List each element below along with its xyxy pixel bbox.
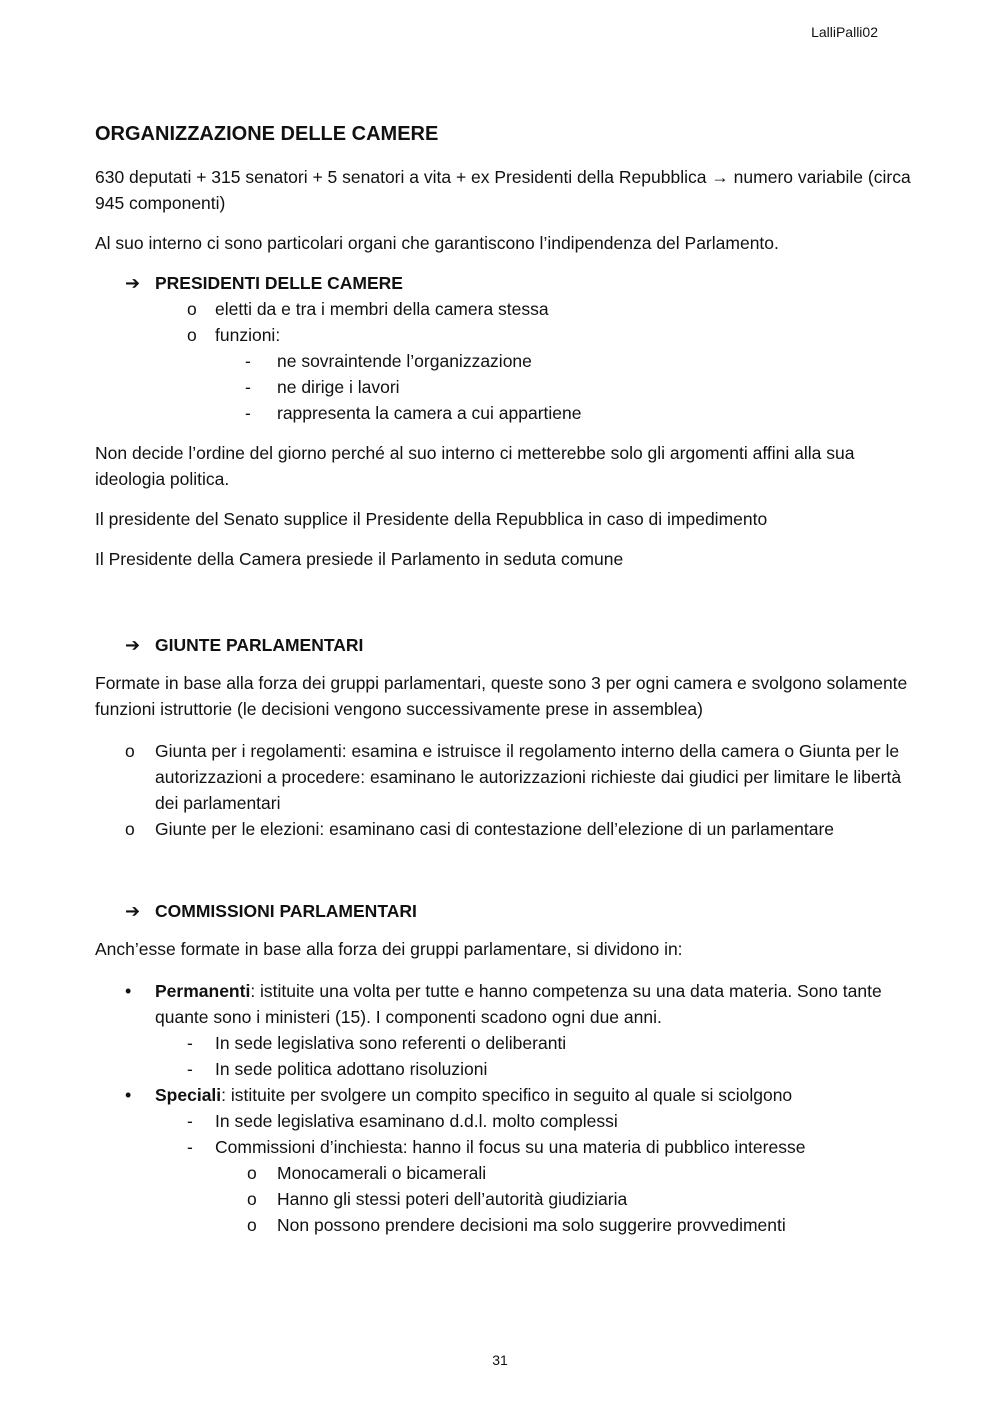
intro-paragraph: 630 deputati + 315 senatori + 5 senatori a vita + ex Presidenti della Repubblica → numero variabile (circa 945 componenti) <box>95 167 911 213</box>
header-tag: LalliPalli02 <box>811 24 878 40</box>
list-item: o eletti da e tra i membri della camera stessa <box>95 296 915 322</box>
list-item: - ne sovraintende l’organizzazione <box>95 348 915 374</box>
list-item: - ne dirige i lavori <box>95 374 915 400</box>
intro-paragraph-2: Al suo interno ci sono particolari organi che garantiscono l’indipendenza del Parlamento. <box>95 233 779 253</box>
dash-bullet-icon: - <box>245 403 251 423</box>
list-item: • Permanenti: istituite una volta per tutte e hanno competenza su una data materia. Sono tante quante sono i ministeri (15). I componenti scadono ogni due anni. <box>95 978 915 1030</box>
list-item: o funzioni: <box>95 322 915 348</box>
section-heading: COMMISSIONI PARLAMENTARI <box>155 901 417 921</box>
paragraph: Formate in base alla forza dei gruppi parlamentari, queste sono 3 per ogni camera e svolgono solamente funzioni istruttorie (le decisioni vengono successivamente prese in assemblea) <box>95 673 908 719</box>
list-item: • Speciali: istituite per svolgere un compito specifico in seguito al quale si sciolgono <box>95 1082 915 1108</box>
section-heading: GIUNTE PARLAMENTARI <box>155 635 364 655</box>
dash-bullet-icon: - <box>187 1111 193 1131</box>
list-item: o Monocamerali o bicamerali <box>95 1160 915 1186</box>
circle-bullet-icon: o <box>247 1163 257 1183</box>
presidenti-list <box>95 296 915 426</box>
dash-bullet-icon: - <box>245 377 251 397</box>
page-number: 31 <box>492 1352 508 1368</box>
section-presidenti <box>125 270 915 296</box>
section-commissioni <box>125 898 915 924</box>
paragraph: Il Presidente della Camera presiede il Parlamento in seduta comune <box>95 549 624 569</box>
circle-bullet-icon: o <box>187 325 197 345</box>
list-item: o Giunta per i regolamenti: esamina e istruisce il regolamento interno della camera o Giunta per le autorizzazioni a procedere: esaminano le autorizzazioni richieste dai giudici per limitare le libertà dei parlamentari <box>95 738 915 816</box>
arrow-icon: ➔ <box>125 635 141 655</box>
dash-bullet-icon: - <box>187 1033 193 1053</box>
document-body <box>95 120 915 1238</box>
arrow-icon: ➔ <box>125 901 141 921</box>
circle-bullet-icon: o <box>125 741 135 761</box>
paragraph: Il presidente del Senato supplice il Presidente della Repubblica in caso di impedimento <box>95 509 768 529</box>
dash-bullet-icon: - <box>187 1059 193 1079</box>
circle-bullet-icon: o <box>187 299 197 319</box>
dash-bullet-icon: - <box>187 1137 193 1157</box>
paragraph: Non decide l’ordine del giorno perché al suo interno ci metterebbe solo gli argomenti affini alla sua ideologia politica. <box>95 443 855 489</box>
page-title: ORGANIZZAZIONE DELLE CAMERE <box>95 123 439 145</box>
list-item: - rappresenta la camera a cui appartiene <box>95 400 915 426</box>
circle-bullet-icon: o <box>247 1215 257 1235</box>
circle-bullet-icon: o <box>247 1189 257 1209</box>
list-item: o Giunte per le elezioni: esaminano casi di contestazione dell’elezione di un parlamentare <box>95 816 915 842</box>
circle-bullet-icon: o <box>125 819 135 839</box>
bullet-icon: • <box>125 981 132 1001</box>
arrow-icon: ➔ <box>125 273 141 293</box>
section-heading: PRESIDENTI DELLE CAMERE <box>155 273 403 293</box>
list-item: - In sede legislativa esaminano d.d.l. molto complessi <box>95 1108 915 1134</box>
dash-bullet-icon: - <box>245 351 251 371</box>
list-item: o Hanno gli stessi poteri dell’autorità giudiziaria <box>95 1186 915 1212</box>
list-item: - In sede politica adottano risoluzioni <box>95 1056 915 1082</box>
commissioni-list <box>95 978 915 1238</box>
giunte-list <box>95 738 915 842</box>
bullet-icon: • <box>125 1085 132 1105</box>
list-item: - Commissioni d’inchiesta: hanno il focus su una materia di pubblico interesse <box>95 1134 915 1160</box>
paragraph: Anch’esse formate in base alla forza dei gruppi parlamentare, si dividono in: <box>95 939 683 959</box>
list-item: - In sede legislativa sono referenti o deliberanti <box>95 1030 915 1056</box>
list-item: o Non possono prendere decisioni ma solo suggerire provvedimenti <box>95 1212 915 1238</box>
section-giunte <box>125 632 915 658</box>
